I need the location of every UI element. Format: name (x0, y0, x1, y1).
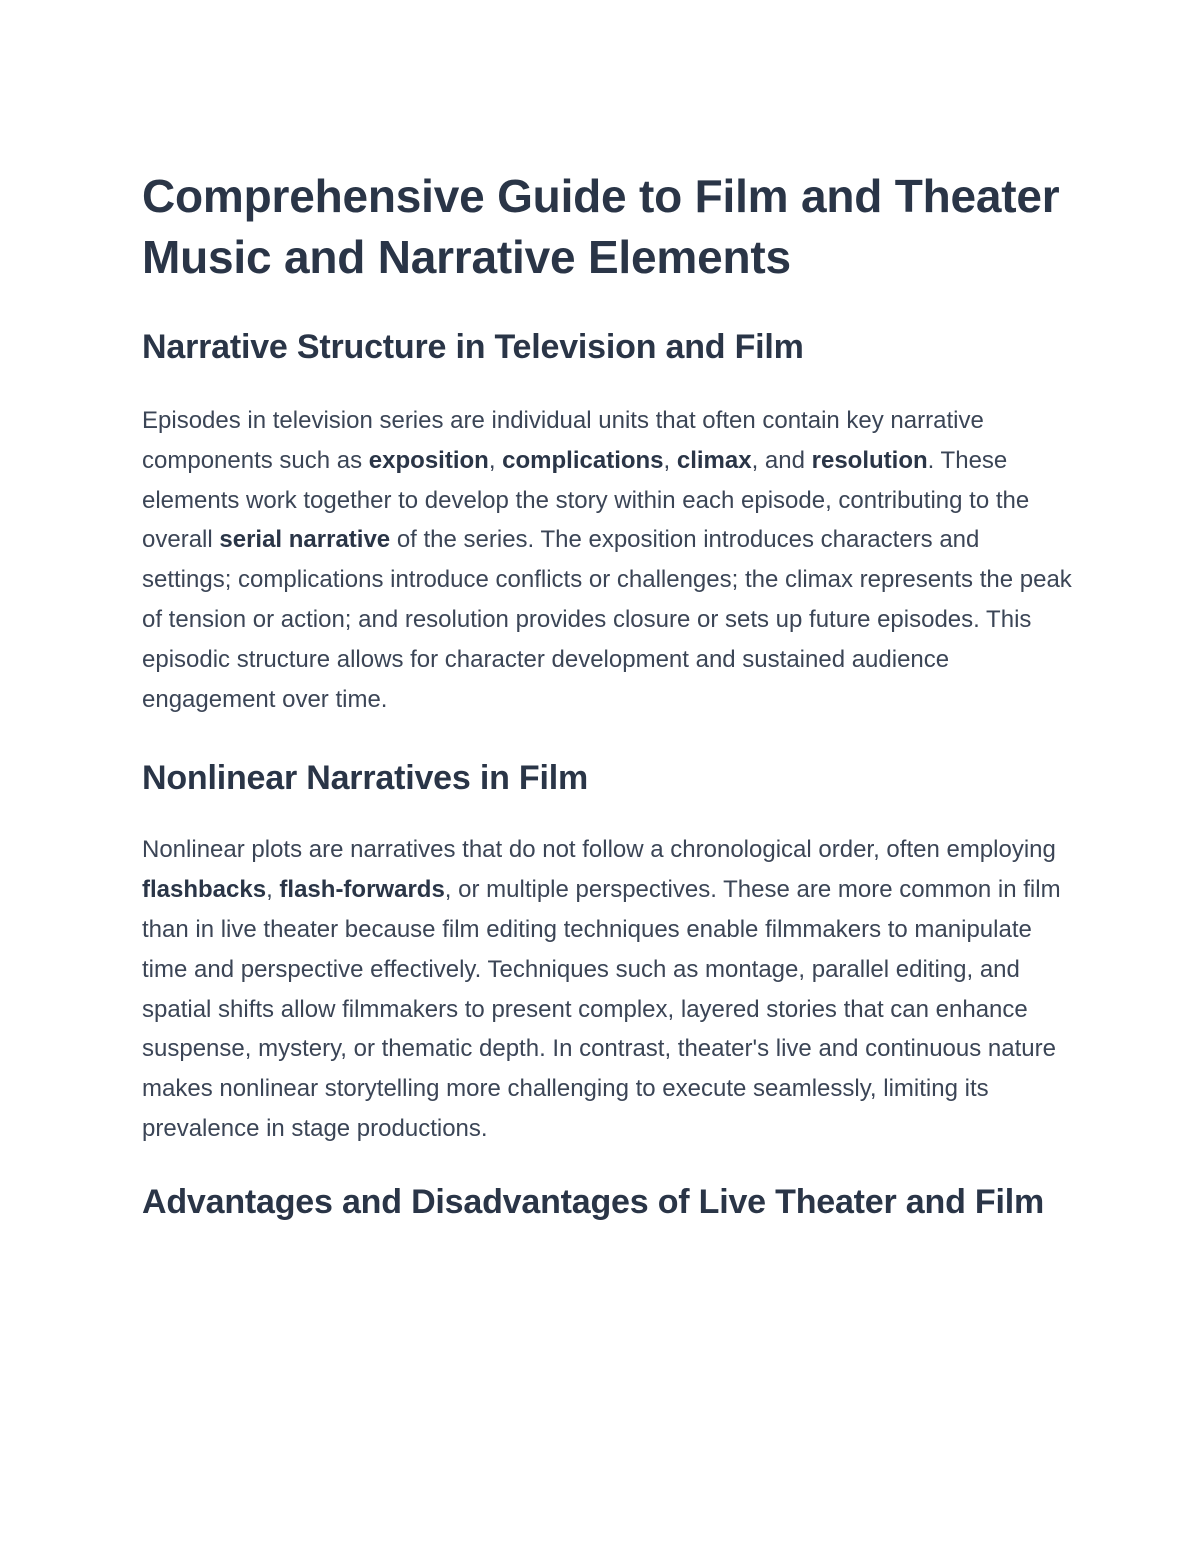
section-heading-advantages-disadvantages: Advantages and Disadvantages of Live Theater and Film (142, 1182, 1044, 1221)
text-run: , and (751, 446, 812, 474)
text-run: Nonlinear plots are narratives that do not follow a chronological order, often employing (142, 836, 1056, 864)
text-run: of the series. The exposition introduces characters and settings; complications introduce conflicts or challenges; the climax represents the peak of tension or action; and resolution provides closure or sets up future episodes. This episodic structure allows for character development and sustained audience engagement over time. (142, 526, 1072, 713)
section-paragraph-narrative-structure (142, 401, 1072, 719)
text-run: . These elements work together to develop the story within each episode, contributing to the overall (142, 446, 1030, 554)
section-paragraph-nonlinear-narratives (142, 830, 1072, 1148)
document-title: Comprehensive Guide to Film and Theater Music and Narrative Elements (142, 170, 1060, 283)
text-run: , (488, 446, 503, 474)
bold-term-serial-narrative: serial narrative (219, 526, 391, 554)
text-run: , (663, 446, 677, 474)
bold-term-climax: climax (676, 446, 752, 474)
bold-term-exposition: exposition (368, 446, 489, 474)
text-run: Episodes in television series are individual units that often contain key narrative components such as (142, 407, 984, 474)
bold-term-flash-forwards: flash-forwards (279, 876, 445, 904)
document-page (142, 166, 1072, 1230)
text-run: , (266, 876, 280, 904)
bold-term-resolution: resolution (811, 446, 928, 474)
section-heading-nonlinear-narratives: Nonlinear Narratives in Film (142, 759, 588, 798)
text-run: , or multiple perspectives. These are more common in film than in live theater because film editing techniques enable filmmakers to manipulate time and perspective effectively. Techniques such as montage, parallel editing, and spatial shifts allow filmmakers to present complex, layered stories that can enhance suspense, mystery, or thematic depth. In contrast, theater's live and continuous nature makes nonlinear storytelling more challenging to execute seamlessly, limiting its prevalence in stage productions. (142, 876, 1061, 1142)
bold-term-complications: complications (502, 446, 664, 474)
section-heading-narrative-structure: Narrative Structure in Television and Film (142, 328, 804, 366)
bold-term-flashbacks: flashbacks (142, 876, 267, 904)
